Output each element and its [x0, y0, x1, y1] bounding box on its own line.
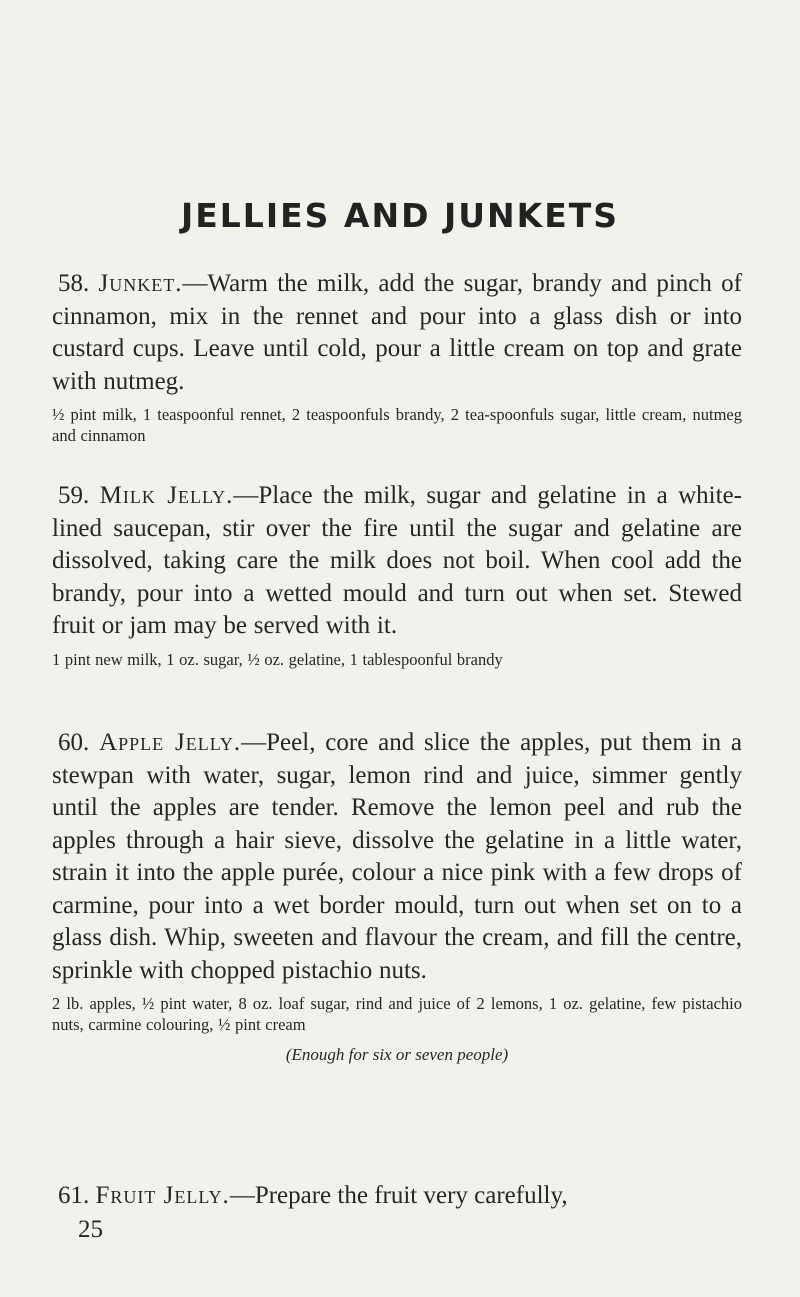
chapter-heading: JELLIES AND JUNKETS — [180, 196, 620, 235]
recipe-title: Milk Jelly. — [99, 482, 234, 509]
recipe-ingredients: 2 lb. apples, ½ pint water, 8 oz. loaf sugar, rind and juice of 2 lemons, 1 oz. gelatine, few pistachio nuts, carmine colouring, ½ pint cream — [52, 994, 742, 1034]
recipe-title: Fruit Jelly. — [95, 1182, 230, 1209]
recipe-title: Junket. — [98, 270, 183, 297]
serving-note: (Enough for six or seven people) — [285, 1045, 509, 1064]
recipe-body — [52, 727, 742, 987]
recipe-ingredients: 1 pint new milk, 1 oz. sugar, ½ oz. gelatine, 1 tablespoonful brandy — [52, 649, 503, 669]
recipe-method: —Place the milk, sugar and gelatine in a white-lined saucepan, stir over the fire until the sugar and gelatine are dissolved, taking care the milk does not boil. When cool add the brandy, pour into a wetted mould and turn out when set. Stewed fruit or jam may be served with it. — [52, 482, 742, 639]
recipe-method: —Warm the milk, add the sugar, brandy and pinch of cinnamon, mix in the rennet and pour into a glass dish or into custard cups. Leave until cold, pour a little cream on top and grate with nutmeg. — [52, 270, 743, 395]
recipe-58 — [52, 268, 742, 446]
recipe-ingredients: ½ pint milk, 1 teaspoonful rennet, 2 teaspoonfuls brandy, 2 tea-spoonfuls sugar, little cream, nutmeg and cinnamon — [52, 405, 742, 445]
recipe-body — [52, 268, 742, 398]
page-number: 25 — [78, 1216, 103, 1243]
recipe-title: Apple Jelly. — [99, 729, 242, 756]
recipe-number: 61. — [58, 1182, 90, 1209]
recipe-method: —Peel, core and slice the apples, put them in a stewpan with water, sugar, lemon rind and juice, simmer gently until the apples are tender. Remove the lemon peel and rub the apples through a hair sieve, dissolve the gelatine in a little water, strain it into the apple purée, colour a nice pink with a few drops of carmine, pour into a wet border mould, turn out when set on to a glass dish. Whip, sweeten and flavour the cream, and fill the centre, sprinkle with chopped pistachio nuts. — [52, 729, 743, 984]
recipe-body — [52, 480, 742, 643]
recipe-body — [52, 1180, 742, 1213]
recipe-number: 58. — [58, 270, 90, 297]
recipe-60 — [52, 727, 742, 1065]
recipe-59 — [52, 480, 742, 670]
recipe-number: 60. — [58, 729, 90, 756]
recipe-61 — [52, 1180, 742, 1213]
recipe-number: 59. — [58, 482, 90, 509]
recipe-method: —Prepare the fruit very carefully, — [229, 1182, 568, 1209]
